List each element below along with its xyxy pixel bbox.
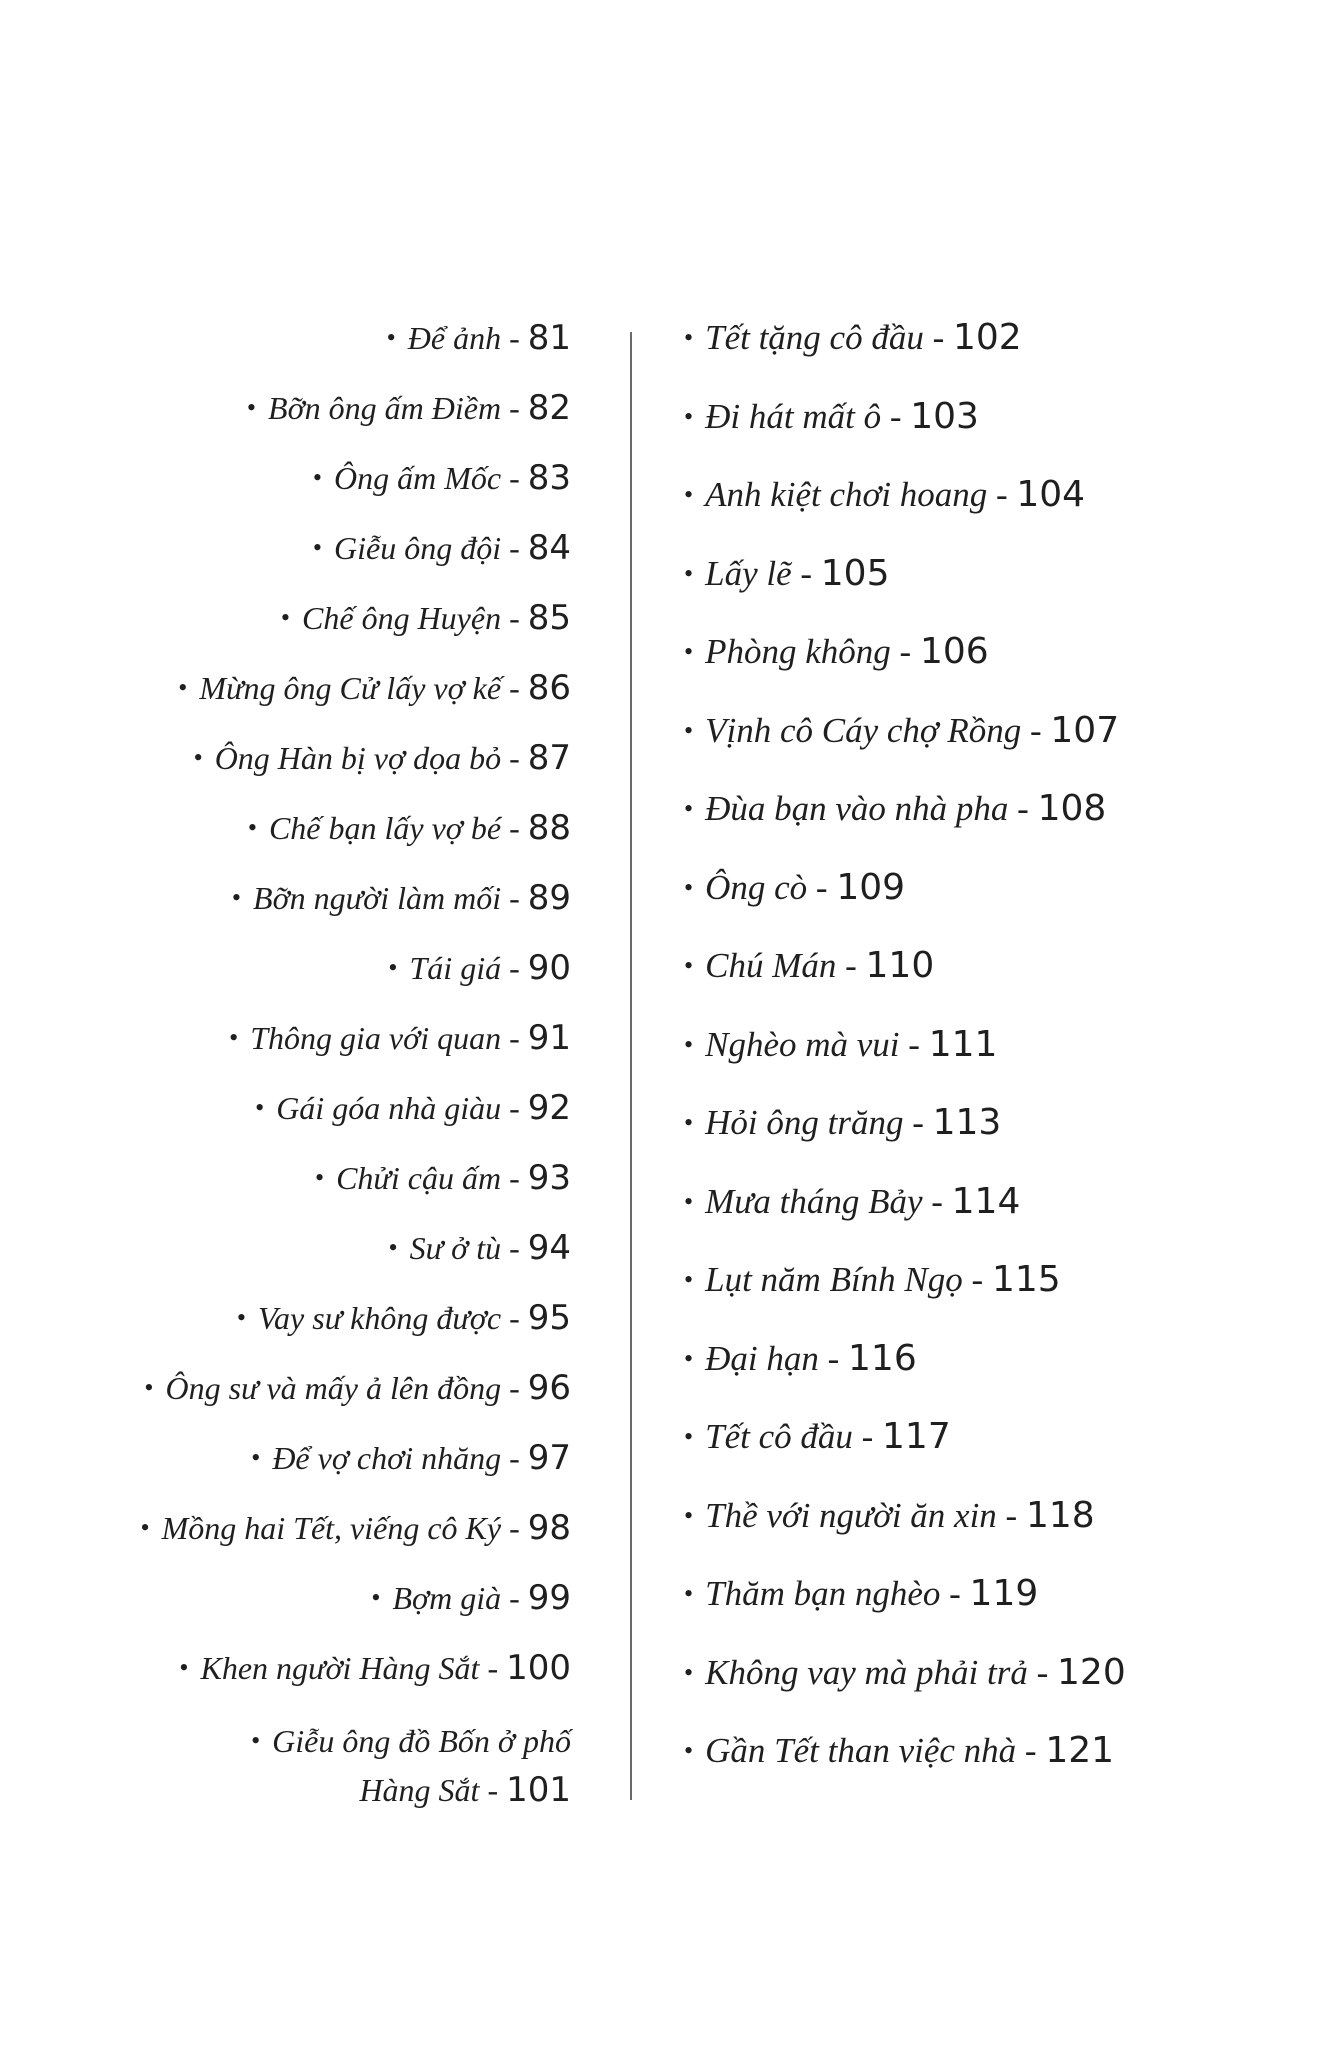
bullet-icon: • (231, 883, 242, 912)
toc-entry-title: Chế ông Huyện - (302, 600, 528, 636)
toc-entry-title: Mưa tháng Bảy - (705, 1181, 952, 1221)
toc-entry-title: Gái góa nhà giàu - (276, 1090, 528, 1126)
toc-entry (684, 711, 1244, 790)
bullet-icon: • (684, 1108, 694, 1137)
toc-entry-page-number: 110 (865, 945, 935, 986)
toc-entry-page-number: 96 (527, 1368, 571, 1408)
bullet-icon: • (312, 463, 322, 492)
toc-entry (0, 318, 571, 388)
toc-entry (684, 1182, 1244, 1261)
bullet-icon: • (178, 673, 188, 702)
toc-entry (0, 1718, 571, 1813)
toc-entry-page-number: 101 (506, 1770, 571, 1810)
toc-entry-title: Đi hát mất ô - (705, 396, 911, 436)
toc-entry-page-number: 120 (1057, 1651, 1126, 1693)
toc-entry-title: Lụt năm Bính Ngọ - (705, 1260, 992, 1299)
toc-entry (684, 1496, 1244, 1575)
bullet-icon: • (193, 743, 203, 772)
toc-entry (0, 528, 571, 598)
toc-entry-page-number: 82 (527, 388, 571, 428)
toc-entry-title: Tết tặng cô đầu - (705, 318, 953, 357)
bullet-icon: • (684, 1186, 694, 1216)
toc-entry-title: Bợm già - (392, 1580, 528, 1616)
bullet-icon: • (255, 1093, 265, 1122)
bullet-icon: • (684, 637, 694, 666)
toc-entry-title: Ông Hàn bị vợ dọa bỏ - (214, 740, 528, 776)
bullet-icon: • (236, 1303, 247, 1332)
toc-entry-title: Đại hạn - (705, 1338, 849, 1378)
toc-entry-title: Chế bạn lấy vợ bé - (268, 810, 528, 846)
toc-entry (0, 808, 571, 878)
bullet-icon: • (247, 813, 257, 842)
bullet-icon: • (684, 1265, 694, 1294)
toc-entry-page-number: 93 (527, 1158, 571, 1198)
bullet-icon: • (684, 1500, 694, 1530)
toc-entry-page-number: 85 (527, 598, 571, 638)
bullet-icon: • (684, 1579, 694, 1608)
toc-entry (0, 1158, 571, 1228)
toc-entry (0, 1368, 571, 1438)
toc-entry-page-number: 84 (527, 528, 571, 568)
toc-entry (0, 598, 571, 668)
toc-entry (0, 1578, 571, 1648)
bullet-icon: • (280, 603, 291, 632)
bullet-icon: • (229, 1023, 239, 1052)
toc-entry-title: Hàng Sắt - (359, 1772, 507, 1808)
bullet-icon: • (179, 1653, 189, 1682)
toc-entry-page-number: 107 (1050, 709, 1120, 751)
toc-entry-title: Vay sư không được - (258, 1300, 528, 1336)
bullet-icon: • (312, 533, 322, 562)
toc-entry-page-number: 99 (527, 1578, 571, 1618)
toc-entry-page-number: 118 (1025, 1494, 1095, 1536)
toc-entry-page-number: 114 (951, 1180, 1021, 1222)
toc-entry (684, 1731, 1244, 1810)
toc-entry-page-number: 103 (910, 395, 979, 437)
toc-entry (684, 1260, 1244, 1339)
toc-entry (0, 738, 571, 808)
toc-entry (684, 1025, 1244, 1104)
toc-left-column (0, 318, 571, 1813)
toc-entry-title: Thông gia với quan - (250, 1020, 528, 1056)
toc-entry-title: Mừng ông Cử lấy vợ kế - (199, 670, 528, 706)
toc-entry-title: Ông cò - (705, 867, 837, 907)
toc-entry-title: Tái giá - (409, 950, 528, 986)
toc-entry-page-number: 102 (953, 317, 1022, 358)
toc-entry-title: Thề với người ăn xin - (705, 1495, 1026, 1535)
toc-entry-page-number: 87 (527, 738, 571, 778)
toc-entry (0, 668, 571, 738)
toc-entry-page-number: 105 (820, 552, 890, 594)
toc-entry-title: Thăm bạn nghèo - (705, 1574, 970, 1613)
toc-entry (0, 1648, 571, 1718)
toc-entry-page-number: 91 (527, 1018, 571, 1058)
toc-entry-title: Sư ở tù - (409, 1230, 528, 1266)
toc-entry-title: Bỡn người làm mối - (253, 880, 528, 916)
bullet-icon: • (684, 401, 694, 431)
bullet-icon: • (371, 1583, 381, 1612)
toc-entry-title: Anh kiệt chơi hoang - (705, 475, 1017, 514)
bullet-icon: • (684, 480, 694, 509)
toc-entry-page-number: 104 (1016, 474, 1086, 515)
toc-entry (684, 1653, 1244, 1732)
bullet-icon: • (314, 1163, 325, 1192)
toc-entry (684, 789, 1244, 868)
bullet-icon: • (388, 1233, 398, 1262)
toc-entry (684, 1339, 1244, 1418)
toc-entry (684, 1417, 1244, 1496)
bullet-icon: • (684, 323, 694, 352)
toc-entry-page-number: 116 (848, 1337, 917, 1379)
bullet-icon: • (140, 1513, 150, 1542)
toc-entry (684, 1574, 1244, 1653)
toc-entry (684, 632, 1244, 711)
toc-entry-page-number: 89 (527, 878, 571, 918)
toc-entry-page-number: 111 (928, 1023, 998, 1065)
toc-entry (684, 554, 1244, 633)
bullet-icon: • (684, 1736, 694, 1765)
bullet-icon: • (251, 1726, 261, 1755)
toc-entry-page-number: 83 (527, 458, 571, 498)
toc-entry-page-number: 90 (527, 948, 571, 988)
toc-entry-title: Ông sư và mấy ả lên đồng - (165, 1370, 528, 1406)
bullet-icon: • (144, 1373, 154, 1402)
column-divider (630, 332, 632, 1800)
bullet-icon: • (684, 1343, 694, 1373)
toc-entry-title: Phòng không - (705, 632, 920, 671)
toc-right-column (684, 318, 1244, 1810)
toc-entry-title: Giễu ông đồ Bốn ở phố (272, 1723, 571, 1759)
toc-entry-page-number: 100 (506, 1648, 571, 1688)
toc-entry (684, 475, 1244, 554)
toc-entry (0, 458, 571, 528)
toc-entry-title: Chú Mán - (705, 946, 866, 985)
toc-entry-page-number: 108 (1037, 788, 1107, 829)
bullet-icon: • (684, 1657, 694, 1687)
toc-entry-page-number: 88 (527, 808, 571, 848)
toc-entry-title: Để ảnh - (407, 320, 528, 356)
toc-entry (0, 1228, 571, 1298)
toc-entry (0, 948, 571, 1018)
toc-entry (684, 1103, 1244, 1182)
bullet-icon: • (684, 951, 694, 980)
toc-entry (0, 1298, 571, 1368)
toc-entry-title: Lấy lẽ - (705, 553, 821, 593)
toc-entry-page-number: 86 (527, 668, 571, 708)
toc-entry-title: Giễu ông đội - (333, 530, 528, 566)
toc-entry (0, 878, 571, 948)
toc-entry (684, 397, 1244, 476)
toc-entry-page-number: 113 (932, 1102, 1002, 1143)
toc-entry-page-number: 109 (836, 866, 906, 908)
toc-entry (0, 388, 571, 458)
toc-entry (684, 318, 1244, 397)
bullet-icon: • (684, 1422, 694, 1451)
toc-entry (0, 1088, 571, 1158)
toc-entry-title: Chửi cậu ấm - (336, 1160, 528, 1196)
toc-entry-title: Đùa bạn vào nhà pha - (705, 789, 1038, 828)
toc-entry-title: Gần Tết than việc nhà - (705, 1731, 1046, 1770)
toc-entry-title: Khen người Hàng Sắt - (200, 1650, 507, 1686)
bullet-icon: • (251, 1443, 261, 1472)
toc-entry (0, 1018, 571, 1088)
toc-entry-title: Vịnh cô Cáy chợ Rồng - (705, 710, 1051, 750)
bullet-icon: • (386, 323, 396, 352)
toc-entry (0, 1438, 571, 1508)
toc-entry-title: Để vợ chơi nhăng - (272, 1440, 528, 1476)
toc-entry-page-number: 92 (527, 1088, 571, 1128)
toc-entry-page-number: 121 (1045, 1730, 1115, 1771)
toc-entry-title: Không vay mà phải trả - (705, 1652, 1058, 1692)
toc-entry-title: Bỡn ông ấm Điềm - (268, 390, 528, 426)
bullet-icon: • (684, 1029, 694, 1059)
bullet-icon: • (684, 872, 694, 902)
toc-entry-title: Mồng hai Tết, viếng cô Ký - (161, 1510, 528, 1546)
toc-entry (0, 1508, 571, 1578)
toc-entry (684, 946, 1244, 1025)
toc-entry (684, 868, 1244, 947)
toc-entry-title: Tết cô đầu - (705, 1417, 883, 1456)
bullet-icon: • (684, 558, 694, 588)
toc-entry-page-number: 95 (527, 1298, 571, 1338)
toc-entry-page-number: 117 (882, 1416, 951, 1457)
toc-entry-page-number: 106 (919, 631, 989, 672)
toc-entry-title: Ông ấm Mốc - (334, 460, 528, 496)
toc-entry-page-number: 94 (527, 1228, 571, 1268)
toc-entry-title: Hỏi ông trăng - (705, 1103, 933, 1142)
bullet-icon: • (246, 393, 257, 422)
bullet-icon: • (388, 953, 398, 982)
toc-entry-page-number: 97 (527, 1438, 571, 1478)
toc-entry-title: Nghèo mà vui - (705, 1024, 929, 1064)
toc-entry-page-number: 115 (991, 1259, 1061, 1300)
bullet-icon: • (684, 715, 694, 745)
toc-entry-page-number: 81 (527, 318, 571, 358)
bullet-icon: • (684, 794, 694, 823)
toc-entry-page-number: 119 (969, 1573, 1039, 1614)
toc-entry-page-number: 98 (527, 1508, 571, 1548)
